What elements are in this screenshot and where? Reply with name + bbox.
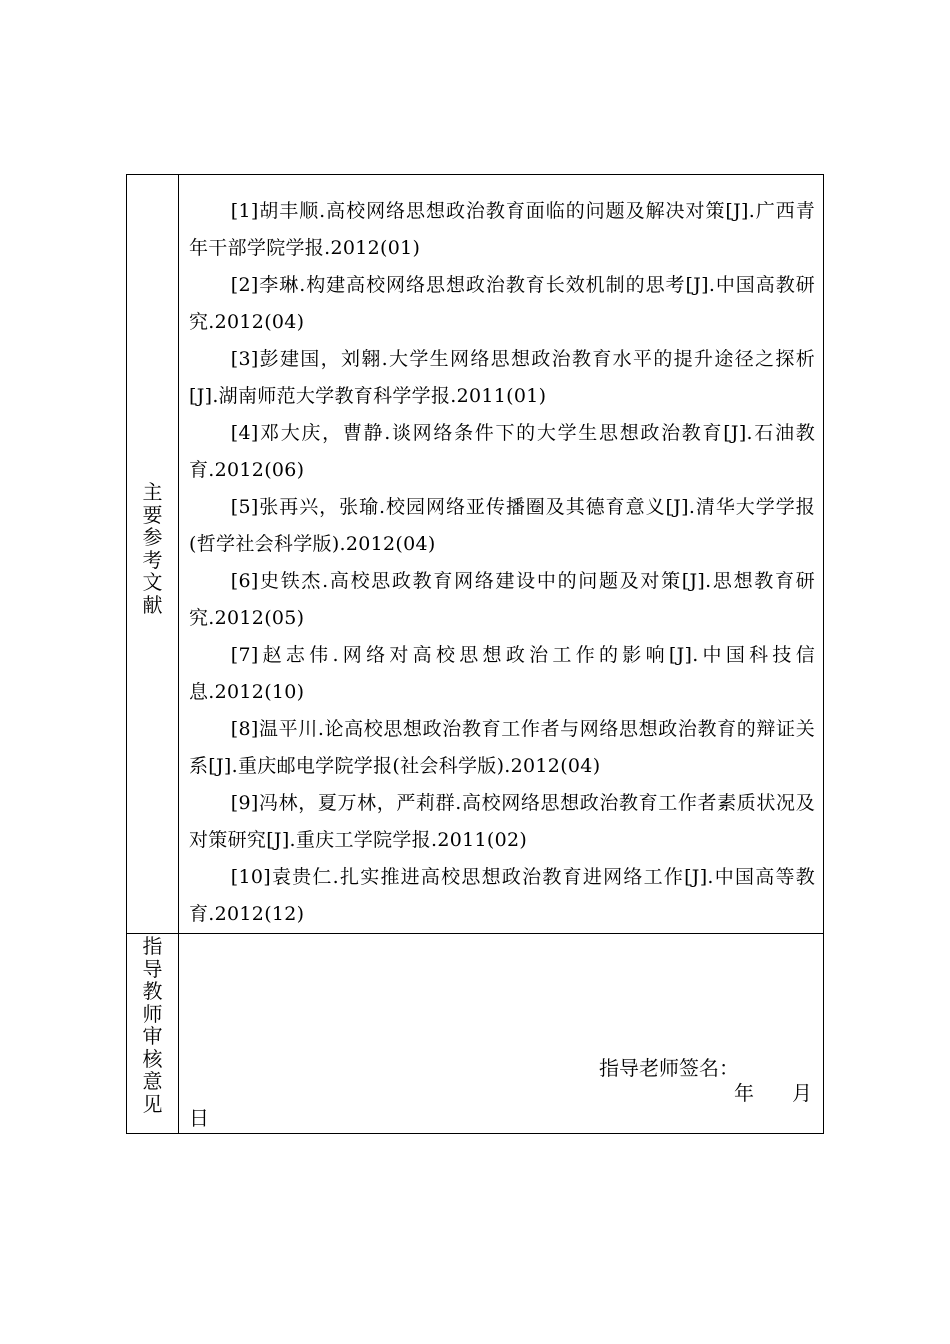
advisor-review-content-cell xyxy=(179,933,823,1133)
reference-item: [4]邓大庆，曹静.谈网络条件下的大学生思想政治教育[J].石油教育.2012(06) xyxy=(189,422,815,481)
reference-list xyxy=(189,193,815,933)
references-label-cell xyxy=(127,175,179,933)
reference-item: [5]张再兴，张瑜.校园网络亚传播圈及其德育意义[J].清华大学学报(哲学社会科学版).2012(04) xyxy=(189,496,815,555)
date-year-label: 年 xyxy=(734,1081,754,1105)
reference-item: [8]温平川.论高校思想政治教育工作者与网络思想政治教育的辩证关系[J].重庆邮电学院学报(社会科学版).2012(04) xyxy=(189,718,815,777)
references-row xyxy=(127,175,823,934)
reference-item: [3]彭建国，刘翱.大学生网络思想政治教育水平的提升途径之探析[J].湖南师范大学教育科学学报.2011(01) xyxy=(189,348,815,407)
advisor-review-label-cell xyxy=(127,933,179,1133)
reference-item: [1]胡丰顺.高校网络思想政治教育面临的问题及解决对策[J].广西青年干部学院学报.2012(01) xyxy=(189,200,815,259)
reference-item: [9]冯林，夏万林，严莉群.高校网络思想政治教育工作者素质状况及对策研究[J].重庆工学院学报.2011(02) xyxy=(189,792,815,851)
reference-item: [7]赵志伟.网络对高校思想政治工作的影响[J].中国科技信息.2012(10) xyxy=(189,644,815,703)
advisor-signature-label: 指导老师签名： xyxy=(599,1056,739,1080)
references-content-cell xyxy=(179,175,823,933)
reference-item: [10]袁贵仁.扎实推进高校思想政治教育进网络工作[J].中国高等教育.2012(12) xyxy=(189,866,815,925)
review-form-table xyxy=(126,174,824,1134)
date-month-label: 月 xyxy=(792,1081,812,1105)
advisor-review-label: 指导教师审核意见 xyxy=(142,934,163,1116)
reference-item: [6]史铁杰.高校思政教育网络建设中的问题及对策[J].思想教育研究.2012(05) xyxy=(189,570,815,629)
reference-item: [2]李琳.构建高校网络思想政治教育长效机制的思考[J].中国高教研究.2012(04) xyxy=(189,274,815,333)
advisor-review-row xyxy=(127,933,823,1133)
signature-date-year-month xyxy=(734,1078,812,1108)
date-day-label: 日 xyxy=(189,1106,209,1130)
references-label: 主要参考文献 xyxy=(142,480,163,617)
